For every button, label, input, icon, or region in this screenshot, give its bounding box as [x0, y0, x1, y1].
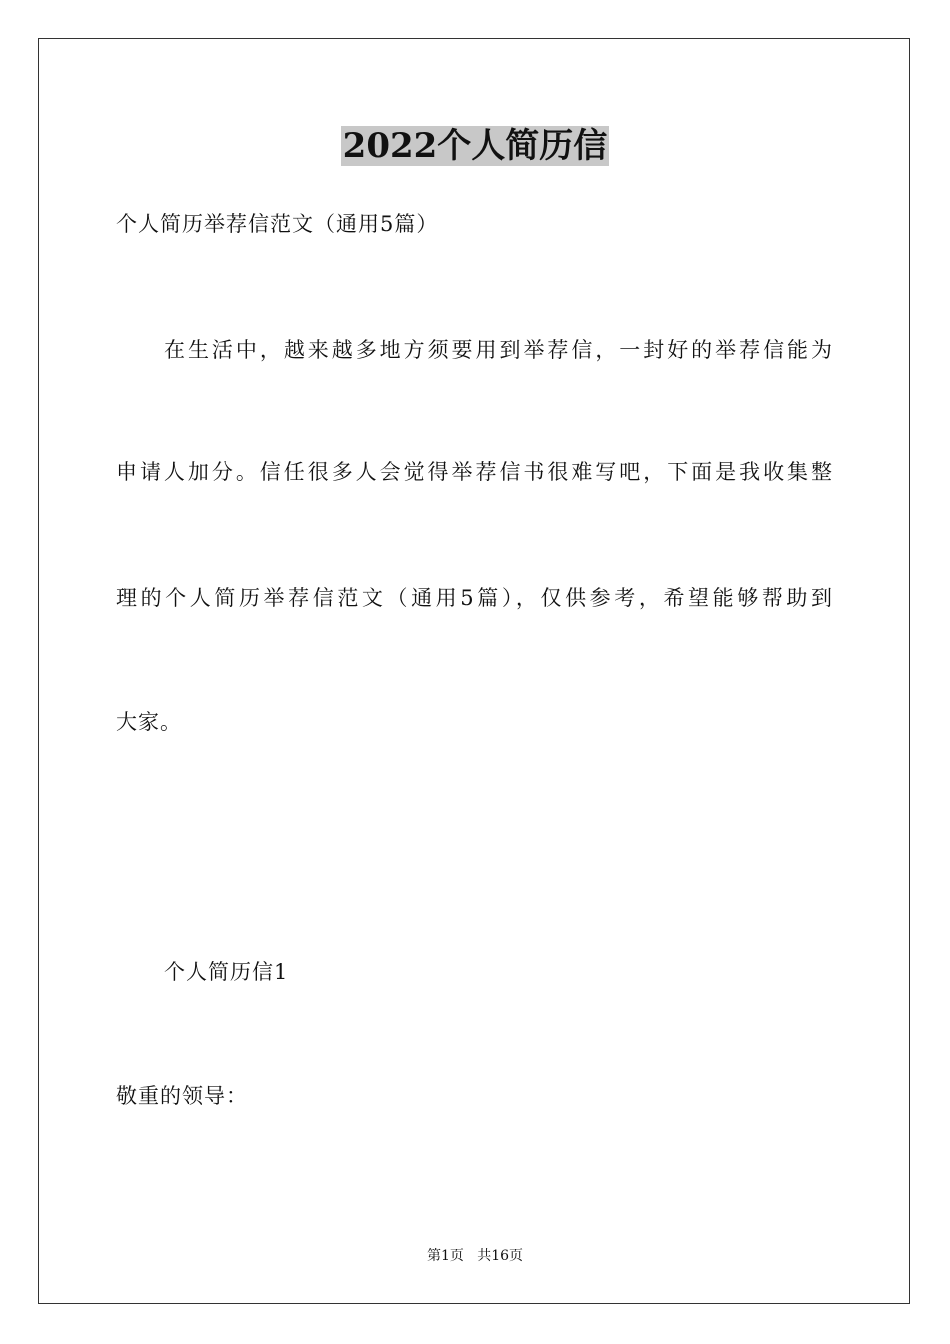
salutation: 敬重的领导：	[116, 1084, 248, 1108]
intro-paragraph-line-1: 在生活中，越来越多地方须要用到举荐信，一封好的举荐信能为	[164, 338, 832, 362]
intro-paragraph-line-2: 申请人加分。信任很多人会觉得举荐信书很难写吧，下面是我收集整	[116, 460, 832, 484]
section-heading: 个人简历信1	[164, 960, 289, 984]
document-title-text: 2022个人简历信	[342, 126, 608, 166]
intro-paragraph-line-3: 理的个人简历举荐信范文（通用5篇），仅供参考，希望能够帮助到	[116, 586, 832, 610]
page-footer: 第1页 共16页	[426, 1248, 524, 1264]
document-subtitle: 个人简历举荐信范文（通用5篇）	[116, 212, 439, 236]
document-title	[0, 124, 950, 168]
intro-paragraph-line-4: 大家。	[116, 710, 182, 734]
